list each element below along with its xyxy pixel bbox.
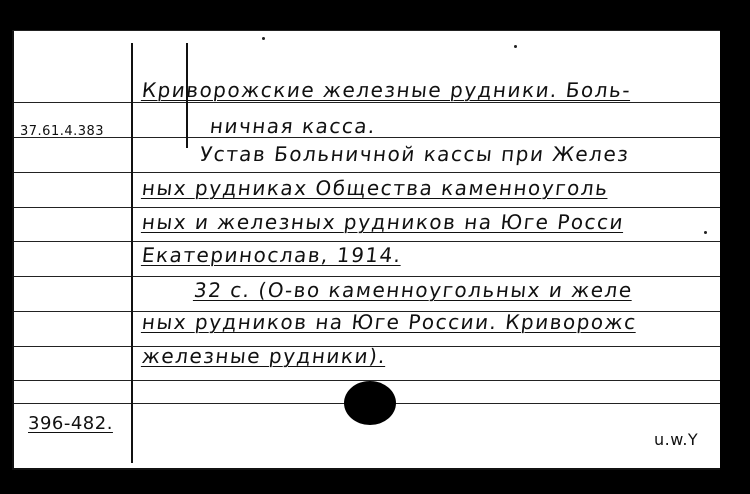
margin-line-left (131, 43, 133, 463)
card-line-7: 32 с. (О-во каменноугольных и желе (192, 278, 635, 302)
card-line-5: ных и железных рудников на Юге Росси (140, 210, 626, 234)
ink-speck (262, 37, 265, 40)
card-line-4: ных рудниках Общества каменноуголь (140, 176, 610, 200)
card-line-6: Екатеринослав, 1914. (140, 243, 403, 267)
card-line-3: Устав Больничной кассы при Желез (198, 142, 631, 166)
ruled-line (14, 172, 720, 173)
ruled-line (14, 241, 720, 242)
call-number: 37.61.4.383 (20, 124, 105, 139)
ruled-line (14, 102, 720, 103)
card-line-2: ничная касса. (208, 114, 378, 138)
punch-hole (344, 381, 396, 425)
ruled-line (14, 207, 720, 208)
catalog-card (12, 30, 720, 470)
ruled-line (14, 276, 720, 277)
card-line-8: ных рудников на Юге России. Криворожс (140, 310, 639, 334)
card-line-1: Криворожские железные рудники. Боль- (140, 78, 633, 102)
ink-speck (704, 231, 707, 234)
card-line-9: железные рудники). (140, 344, 388, 368)
shelf-mark: 396-482. (28, 413, 113, 434)
corner-mark: u.w.Y (654, 430, 699, 449)
ink-speck (514, 45, 517, 48)
